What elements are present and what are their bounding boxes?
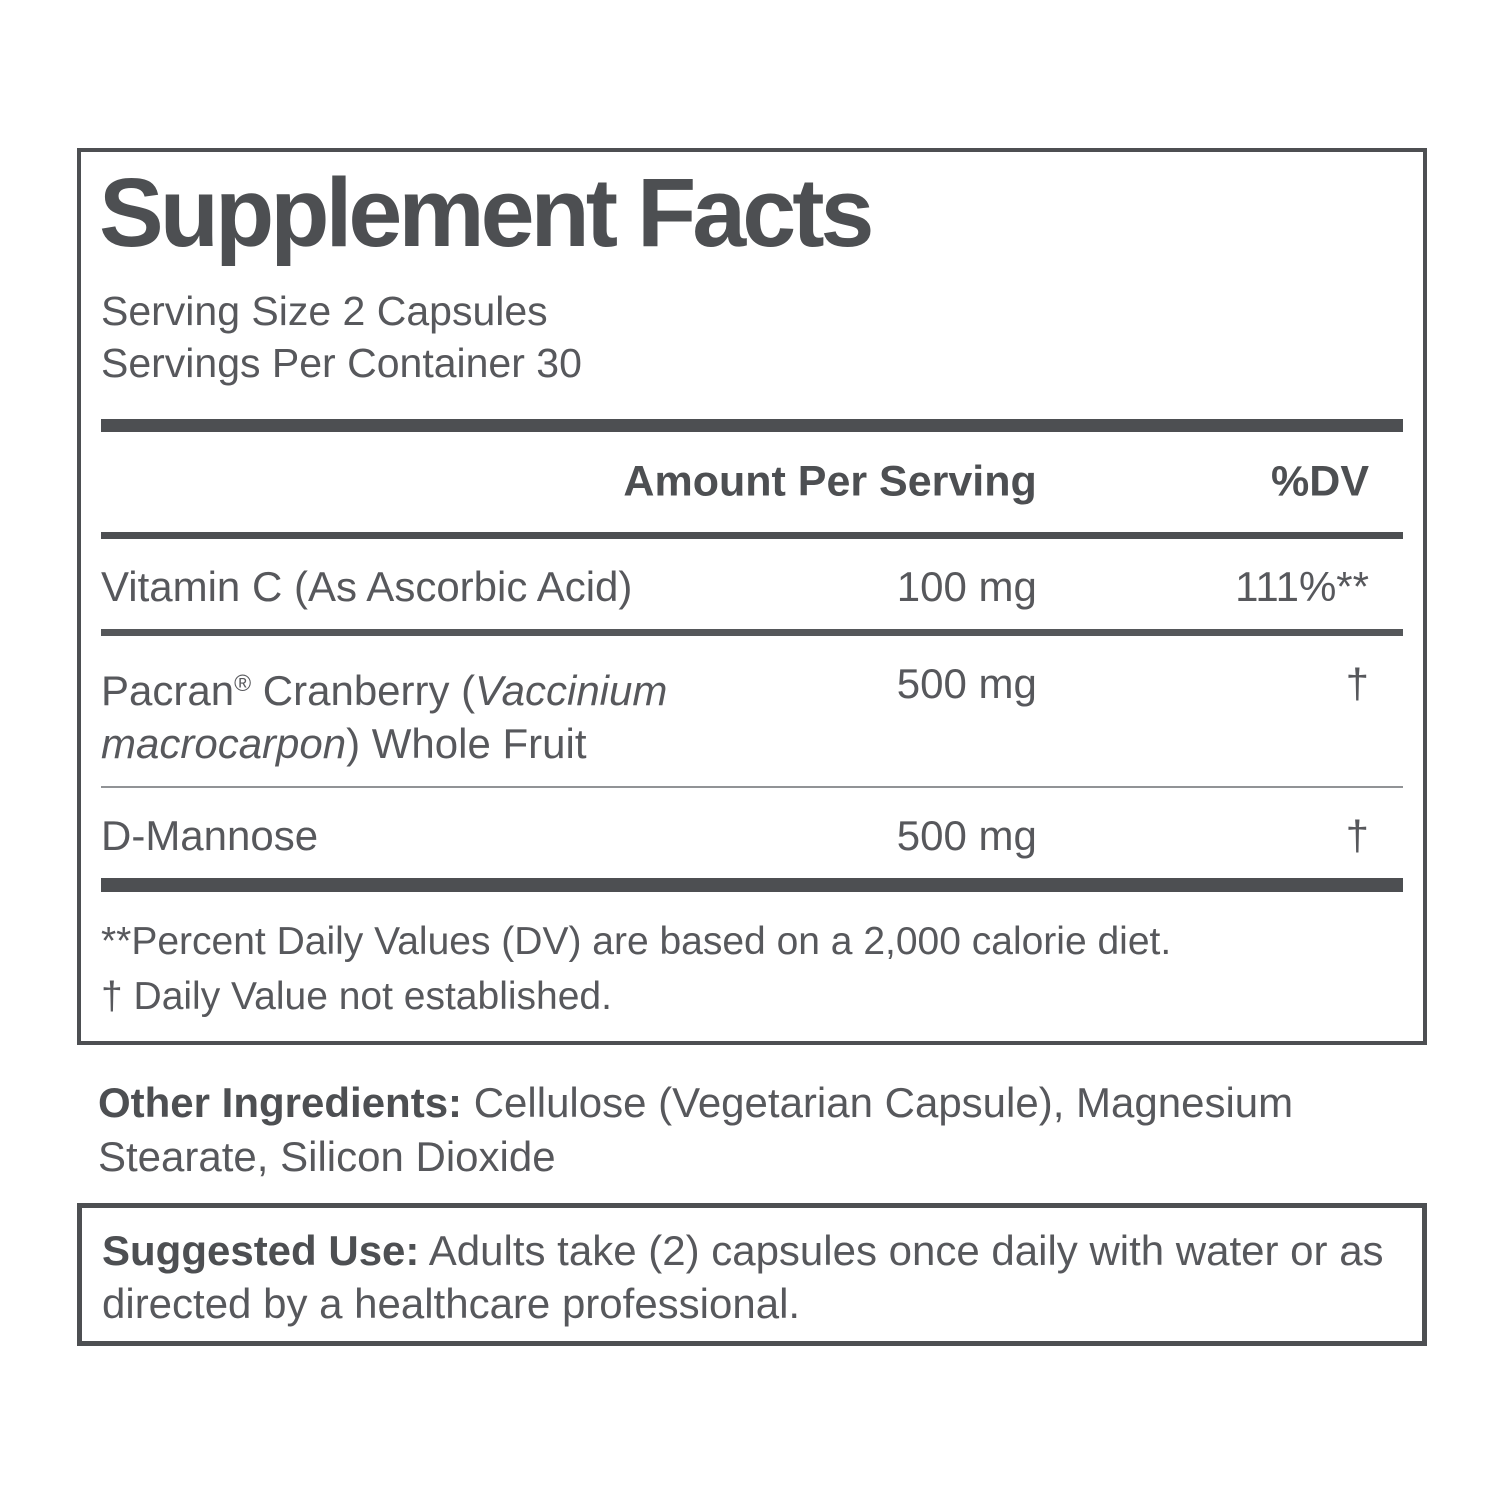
other-ingredients-text: Cellulose (Vegetarian Capsule), Magnesium Stearate, Silicon Dioxide — [98, 1079, 1294, 1180]
table-bottom-bar — [101, 878, 1403, 892]
footnote-not-established: † Daily Value not established. — [101, 975, 612, 1018]
footnote-daily-values: **Percent Daily Values (DV) are based on a 2,000 calorie diet. — [101, 920, 1172, 963]
suggested-use-label: Suggested Use: — [102, 1227, 420, 1274]
ingredient-name: D-Mannose — [101, 812, 319, 859]
serving-size: Serving Size 2 Capsules — [101, 288, 548, 334]
ingredient-row — [101, 539, 1403, 629]
footnotes — [101, 914, 1403, 1024]
header-underline-bar — [101, 532, 1403, 539]
suggested-use-text: Adults take (2) capsules once daily with water or as directed by a healthcare professional. — [102, 1227, 1384, 1327]
other-ingredients-label: Other Ingredients: — [98, 1079, 463, 1126]
suggested-use — [102, 1224, 1402, 1330]
ingredient-amount: 500 mg — [896, 812, 1037, 859]
ingredient-dv: 111%** — [1235, 563, 1369, 610]
table-header — [101, 432, 1403, 532]
top-separator-bar — [101, 419, 1403, 432]
amount-per-serving-header: Amount Per Serving — [623, 457, 1037, 506]
suggested-use-box — [77, 1203, 1427, 1346]
row-divider — [101, 629, 1403, 636]
supplement-facts-panel — [77, 148, 1427, 1045]
serving-info — [101, 285, 1403, 389]
ingredient-row — [101, 636, 1403, 786]
ingredient-name: Vitamin C (As Ascorbic Acid) — [101, 563, 633, 610]
ingredient-name: Pacran® Cranberry (Vaccinium macrocarpon) Whole Fruit — [101, 667, 668, 767]
ingredient-row — [101, 788, 1403, 878]
servings-per-container: Servings Per Container 30 — [101, 340, 582, 386]
dv-header: %DV — [1271, 457, 1369, 506]
other-ingredients — [98, 1076, 1398, 1184]
ingredient-amount: 500 mg — [896, 660, 1037, 707]
ingredient-dv: † — [1345, 660, 1369, 707]
ingredient-rows — [81, 539, 1423, 878]
ingredient-dv: † — [1345, 812, 1369, 859]
ingredient-amount: 100 mg — [896, 563, 1037, 610]
panel-title: Supplement Facts — [99, 158, 871, 267]
